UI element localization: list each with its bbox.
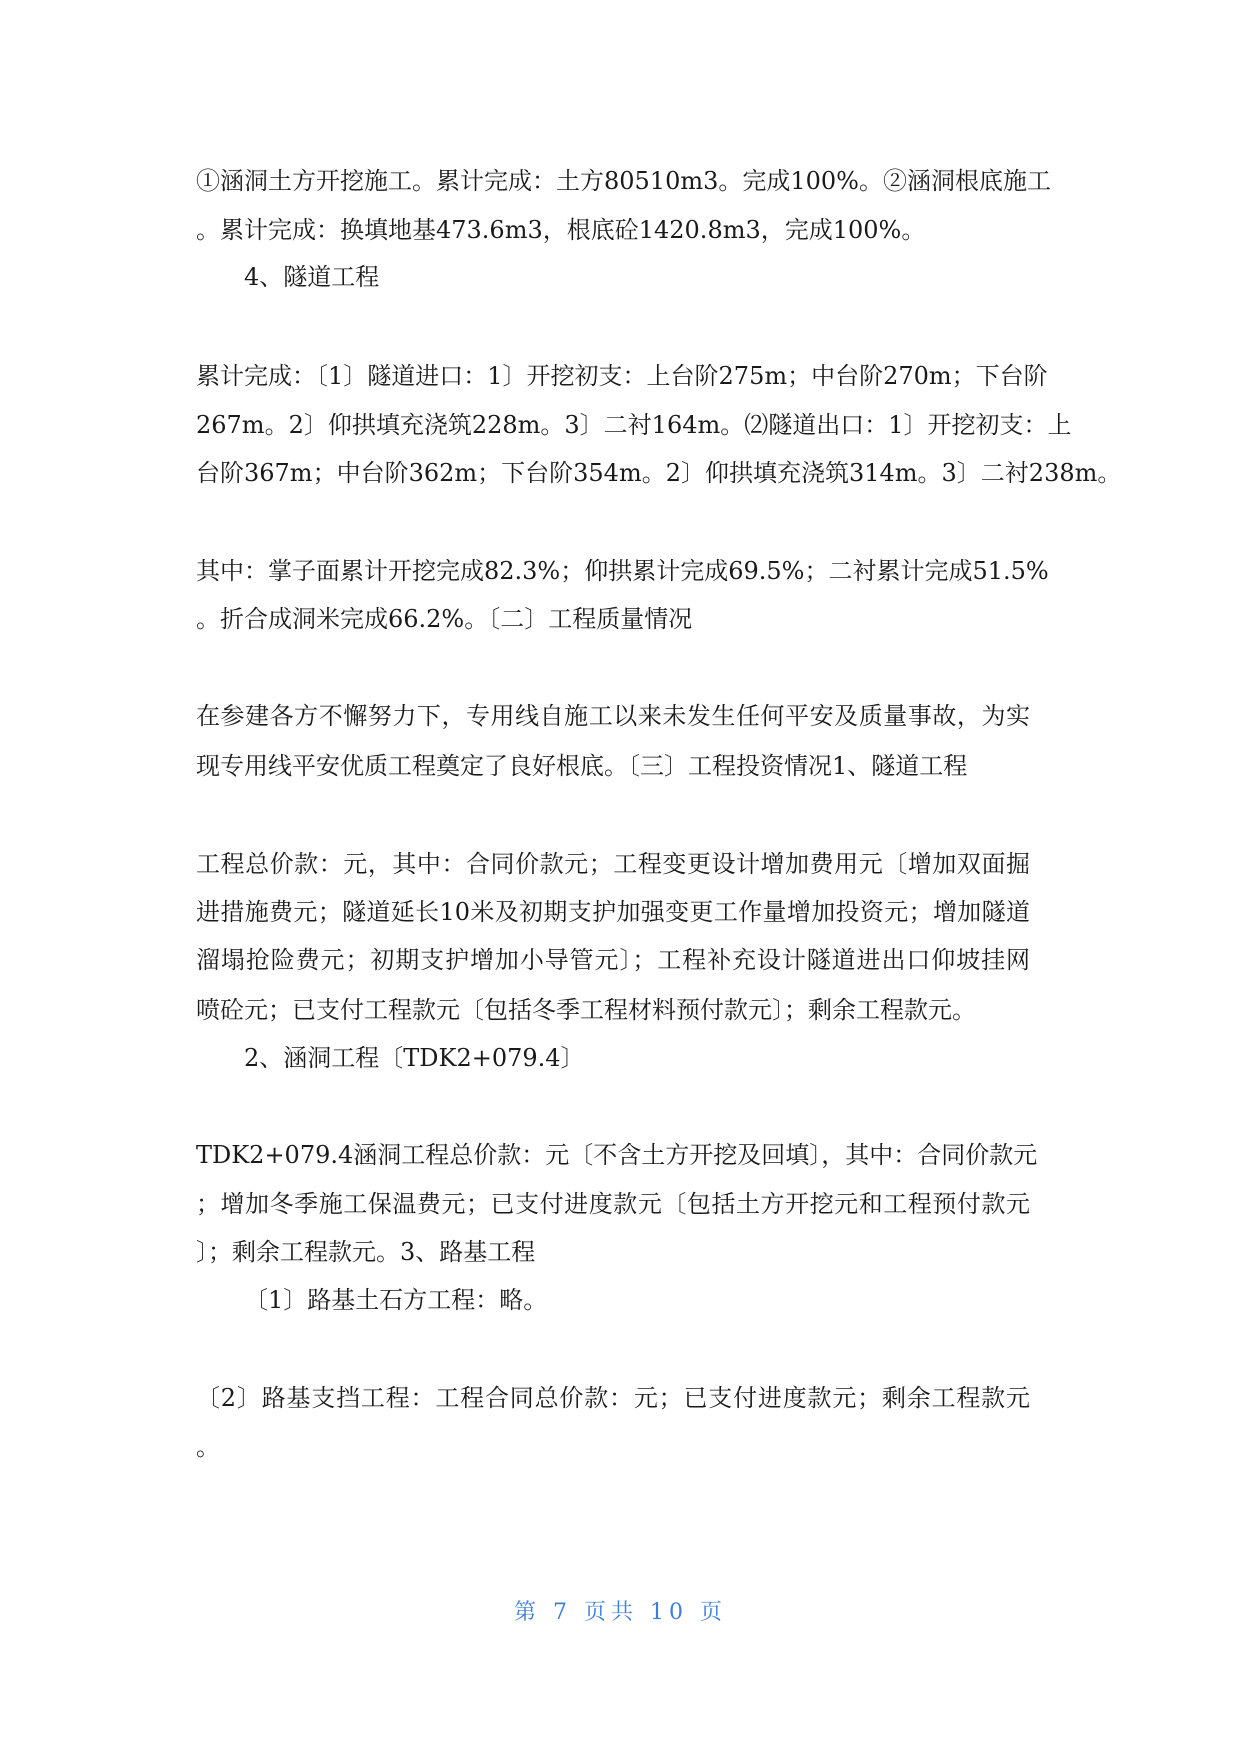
- text-line: 。累计完成：换填地基473.6m3，根底砼1420.8m3，完成100%。: [196, 216, 926, 244]
- subsection-line: 〔1〕路基土石方工程：略。: [244, 1286, 548, 1314]
- text-line: 〕；剩余工程款元。3、路基工程: [196, 1238, 536, 1266]
- text-line: 溜塌抢险费元；初期支护增加小导管元〕；工程补充设计隧道进出口仰坡挂网: [196, 946, 1030, 974]
- text-line: 台阶367m；中台阶362m；下台阶354m。2〕仰拱填充浇筑314m。3〕二衬238m。: [196, 459, 1122, 487]
- text-line: 267m。2〕仰拱填充浇筑228m。3〕二衬164m。⑵隧道出口：1〕开挖初支：上: [196, 411, 1072, 439]
- text-line: TDK2+079.4涵洞工程总价款：元〔不含土方开挖及回填〕，其中：合同价款元: [196, 1141, 1038, 1169]
- text-line: ①涵洞土方开挖施工。累计完成：土方80510m3。完成100%。②涵洞根底施工: [196, 167, 1051, 195]
- text-line: 〔2〕路基支挡工程：工程合同总价款：元；已支付进度款元；剩余工程款元: [196, 1384, 1030, 1412]
- text-line: ；增加冬季施工保温费元；已支付进度款元〔包括土方开挖元和工程预付款元: [196, 1190, 1030, 1218]
- section-heading: 4、隧道工程: [244, 263, 380, 291]
- text-line: 累计完成：〔1〕隧道进口：1〕开挖初支：上台阶275m；中台阶270m；下台阶: [196, 362, 1048, 390]
- text-line: 工程总价款：元，其中：合同价款元；工程变更设计增加费用元〔增加双面掘: [196, 850, 1030, 878]
- text-line: 进措施费元；隧道延长10米及初期支护加强变更工作量增加投资元；增加隧道: [196, 898, 1030, 926]
- section-heading: 2、涵洞工程〔TDK2+079.4〕: [244, 1044, 585, 1072]
- text-line: 在参建各方不懈努力下，专用线自施工以来未发生任何平安及质量事故，为实: [196, 702, 1030, 730]
- text-line: 喷砼元；已支付工程款元〔包括冬季工程材料预付款元〕；剩余工程款元。: [196, 996, 976, 1024]
- text-line: 现专用线平安优质工程奠定了良好根底。〔三〕工程投资情况1、隧道工程: [196, 752, 968, 780]
- text-line: 。: [196, 1433, 220, 1461]
- text-line: 其中：掌子面累计开挖完成82.3%；仰拱累计完成69.5%；二衬累计完成51.5%: [196, 557, 1049, 585]
- text-line: 。折合成洞米完成66.2%。〔二〕工程质量情况: [196, 605, 693, 633]
- page-number-footer: 第 7 页共 10 页: [514, 1600, 727, 1625]
